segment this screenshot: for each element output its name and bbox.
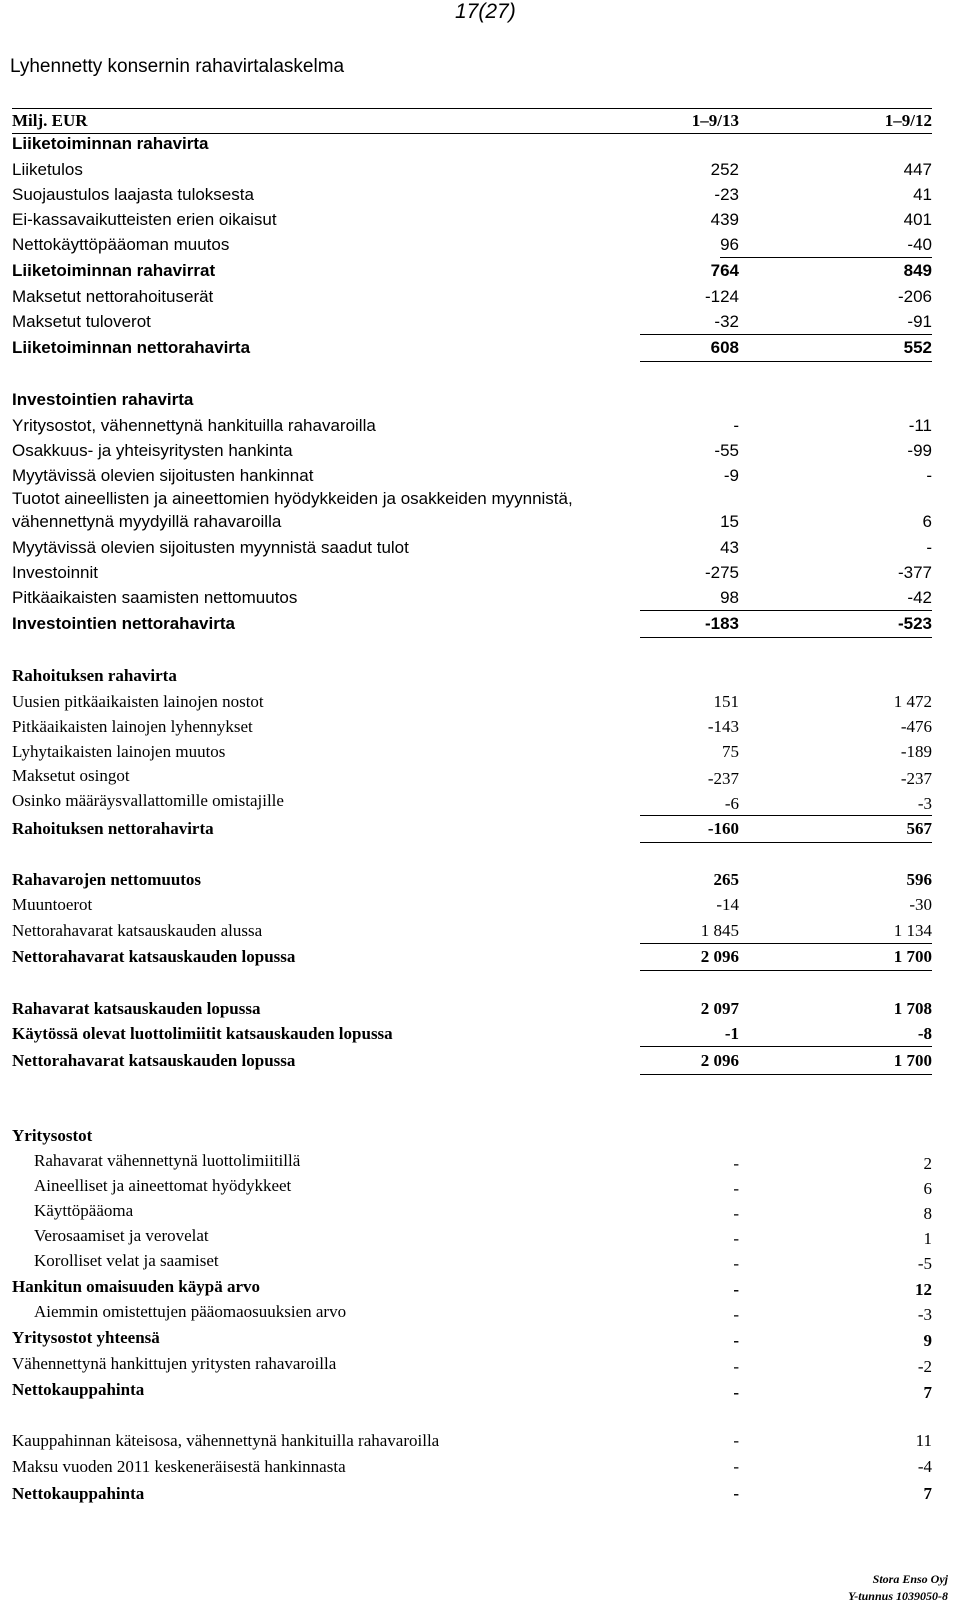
row-label: Myytävissä olevien sijoitusten hankinnat [12, 466, 314, 485]
table-row [12, 1022, 932, 1046]
table-row [12, 464, 932, 488]
value-1-9-12: -377 [897, 563, 932, 582]
value-1-9-12: - [926, 466, 932, 485]
row-label: Investointien rahavirta [12, 390, 194, 409]
value-1-9-13: - [733, 416, 739, 435]
value-1-9-13: -55 [714, 441, 739, 460]
value-1-9-13: -32 [714, 312, 739, 331]
table-row [12, 233, 932, 257]
row-label: Nettokauppahinta [12, 1380, 145, 1399]
value-1-9-12: -40 [907, 235, 932, 254]
table-row [12, 1224, 932, 1248]
row-label: Liiketoiminnan nettorahavirta [12, 338, 251, 357]
total-row [12, 612, 932, 636]
value-1-9-12: 1 134 [893, 921, 932, 940]
value-1-9-13: -275 [704, 563, 739, 582]
row-label: vähennettynä myydyillä rahavaroilla [12, 512, 282, 531]
underline [640, 334, 932, 335]
footer-business-id: Y-tunnus 1039050-8 [848, 1589, 948, 1603]
table-row [12, 740, 932, 764]
table-row [12, 1352, 932, 1376]
row-label: Korolliset velat ja saamiset [34, 1251, 219, 1270]
value-1-9-13: -6 [724, 794, 739, 813]
subtotal-row [12, 259, 932, 283]
row-label: Myytävissä olevien sijoitusten myynnistä saadut tulot [12, 538, 409, 557]
underline [640, 1074, 932, 1075]
value-1-9-12: 1 700 [893, 947, 932, 966]
value-1-9-13: 2 096 [700, 1051, 739, 1070]
value-1-9-12: 6 [923, 1179, 932, 1198]
value-1-9-12: -91 [907, 312, 932, 331]
row-label: Nettokäyttöpääoman muutos [12, 235, 230, 254]
value-1-9-13: - [733, 1280, 739, 1299]
value-1-9-13: 98 [720, 588, 739, 607]
value-1-9-12: 552 [903, 338, 932, 357]
page-number: 17(27) [455, 0, 516, 23]
value-1-9-13: 252 [710, 160, 739, 179]
value-1-9-13: 1 845 [700, 921, 739, 940]
value-1-9-13: - [733, 1383, 739, 1402]
value-1-9-12: 7 [923, 1484, 932, 1503]
value-1-9-12: 12 [915, 1280, 932, 1299]
table-row [12, 158, 932, 182]
row-label: Verosaamiset ja verovelat [34, 1226, 209, 1245]
table-row [12, 919, 932, 943]
value-1-9-13: - [733, 1154, 739, 1173]
value-1-9-13: - [733, 1305, 739, 1324]
value-1-9-12: 6 [922, 512, 932, 531]
value-1-9-12: 9 [923, 1331, 932, 1350]
total-row [12, 336, 932, 360]
row-label: Rahavarat katsauskauden lopussa [12, 999, 261, 1018]
row-label: Kauppahinnan käteisosa, vähennettynä hankituilla rahavaroilla [12, 1431, 440, 1450]
value-1-9-13: 265 [713, 870, 739, 889]
table-row [12, 1149, 932, 1173]
table-row [12, 439, 932, 463]
underline [640, 842, 932, 843]
value-1-9-12: 1 700 [893, 1051, 932, 1070]
value-1-9-13: - [733, 1254, 739, 1273]
row-label: Hankitun omaisuuden käypä arvo [12, 1277, 260, 1296]
value-1-9-12: -476 [900, 717, 932, 736]
column-header-1-9-13: 1–9/13 [691, 111, 739, 130]
value-1-9-12: 1 708 [893, 999, 932, 1018]
value-1-9-13: - [733, 1204, 739, 1223]
table-row [12, 510, 932, 534]
value-1-9-13: -143 [707, 717, 739, 736]
value-1-9-13: -23 [714, 185, 739, 204]
row-label: Suojaustulos laajasta tuloksesta [12, 185, 254, 204]
value-1-9-13: 2 097 [700, 999, 739, 1018]
table-row [12, 789, 932, 813]
row-label: Liiketulos [12, 160, 83, 179]
row-label: Rahoituksen rahavirta [12, 666, 177, 685]
value-1-9-13: - [733, 1179, 739, 1198]
total-row [12, 1049, 932, 1073]
value-1-9-13: 75 [722, 742, 739, 761]
value-1-9-13: - [733, 1431, 739, 1450]
value-1-9-13: - [733, 1484, 739, 1503]
section-heading-acquisitions [12, 1124, 932, 1148]
value-1-9-13: 43 [720, 538, 739, 557]
table-row [12, 536, 932, 560]
row-label: Yritysostot yhteensä [12, 1328, 160, 1347]
value-1-9-12: 11 [915, 1431, 932, 1450]
underline [640, 815, 932, 816]
table-row [12, 561, 932, 585]
value-1-9-13: - [733, 1357, 739, 1376]
table-row [12, 1249, 932, 1273]
table-row [12, 208, 932, 232]
subtotal-row [12, 1326, 932, 1350]
value-1-9-12: -30 [909, 895, 932, 914]
value-1-9-12: 2 [923, 1154, 932, 1173]
row-label: Maksetut tuloverot [12, 312, 151, 331]
row-label: Ei-kassavaikutteisten erien oikaisut [12, 210, 277, 229]
value-1-9-13: -160 [707, 819, 739, 838]
value-1-9-13: 608 [710, 338, 739, 357]
table-row [12, 1455, 932, 1479]
value-1-9-13: 15 [720, 512, 739, 531]
row-label: Uusien pitkäaikaisten lainojen nostot [12, 692, 264, 711]
column-header-row [12, 108, 932, 134]
total-row [12, 817, 932, 841]
underline [822, 257, 932, 258]
table-row [12, 1429, 932, 1453]
row-label: Lyhytaikaisten lainojen muutos [12, 742, 226, 761]
value-1-9-12: 596 [906, 870, 932, 889]
row-label: Liiketoiminnan rahavirrat [12, 261, 216, 280]
underline [640, 943, 932, 944]
value-1-9-12: -3 [917, 1305, 932, 1324]
table-row [12, 997, 932, 1021]
value-1-9-13: 151 [713, 692, 739, 711]
row-label: Käyttöpääoma [34, 1201, 134, 1220]
value-1-9-12: 567 [906, 819, 932, 838]
value-1-9-13: -183 [704, 614, 739, 633]
row-label: Yritysostot, vähennettynä hankituilla rahavaroilla [12, 416, 376, 435]
table-row [12, 414, 932, 438]
value-1-9-12: 849 [903, 261, 932, 280]
row-label: Pitkäaikaisten saamisten nettomuutos [12, 588, 298, 607]
total-row [12, 945, 932, 969]
underline [640, 1046, 932, 1047]
row-label: Käytössä olevat luottolimiitit katsauskauden lopussa [12, 1024, 393, 1043]
row-label: Muuntoerot [12, 895, 93, 914]
value-1-9-13: -237 [707, 769, 739, 788]
table-row [12, 764, 932, 788]
value-1-9-13: -14 [716, 895, 739, 914]
value-1-9-12: -8 [917, 1024, 932, 1043]
row-label: Investointien nettorahavirta [12, 614, 235, 633]
value-1-9-12: 447 [903, 160, 932, 179]
row-label: Maksetut osingot [12, 766, 130, 785]
value-1-9-12: -42 [907, 588, 932, 607]
value-1-9-12: 7 [923, 1383, 932, 1402]
row-label: Liiketoiminnan rahavirta [12, 134, 209, 153]
value-1-9-12: -2 [917, 1357, 932, 1376]
row-label: Nettorahavarat katsauskauden lopussa [12, 1051, 296, 1070]
value-1-9-12: -11 [908, 416, 932, 435]
underline [640, 637, 932, 638]
table-row [12, 893, 932, 917]
table-row [12, 715, 932, 739]
value-1-9-12: -237 [900, 769, 932, 788]
value-1-9-13: -124 [704, 287, 739, 306]
table-row [12, 285, 932, 309]
footer-company: Stora Enso Oyj [872, 1572, 948, 1586]
value-1-9-13: 2 096 [700, 947, 739, 966]
table-row [12, 487, 932, 511]
value-1-9-12: -206 [897, 287, 932, 306]
row-label: Rahoituksen nettorahavirta [12, 819, 214, 838]
row-label: Osakkuus- ja yhteisyritysten hankinta [12, 441, 293, 460]
value-1-9-13: - [733, 1229, 739, 1248]
table-row [12, 690, 932, 714]
table-row [12, 586, 932, 610]
row-label: Vähennettynä hankittujen yritysten rahavaroilla [12, 1354, 337, 1373]
value-1-9-12: 1 472 [893, 692, 932, 711]
row-label: Aiemmin omistettujen pääomaosuuksien arvo [34, 1302, 347, 1321]
value-1-9-12: -3 [917, 794, 932, 813]
value-1-9-13: -1 [724, 1024, 739, 1043]
underline [640, 361, 932, 362]
underline [640, 970, 932, 971]
column-header-1-9-12: 1–9/12 [884, 111, 932, 130]
value-1-9-12: -189 [900, 742, 932, 761]
value-1-9-12: - [926, 538, 932, 557]
row-label: Investoinnit [12, 563, 98, 582]
value-1-9-12: 401 [903, 210, 932, 229]
value-1-9-13: - [733, 1457, 739, 1476]
total-row [12, 1378, 932, 1402]
value-1-9-12: -5 [917, 1254, 932, 1273]
row-label: Pitkäaikaisten lainojen lyhennykset [12, 717, 253, 736]
row-label: Osinko määräysvallattomille omistajille [12, 791, 284, 810]
table-row [12, 310, 932, 334]
row-label: Nettorahavarat katsauskauden lopussa [12, 947, 296, 966]
row-label: Rahavarojen nettomuutos [12, 870, 202, 889]
section-heading-financing [12, 664, 932, 688]
section-heading-investing [12, 388, 932, 412]
value-1-9-12: -523 [897, 614, 932, 633]
value-1-9-13: - [733, 1331, 739, 1350]
value-1-9-12: -99 [907, 441, 932, 460]
table-row [12, 868, 932, 892]
value-1-9-13: 439 [710, 210, 739, 229]
value-1-9-12: 8 [923, 1204, 932, 1223]
table-row [12, 1300, 932, 1324]
value-1-9-13: 764 [710, 261, 739, 280]
value-1-9-12: -4 [917, 1457, 932, 1476]
row-label: Maksu vuoden 2011 keskeneräisestä hankinnasta [12, 1457, 346, 1476]
unit-label: Milj. EUR [12, 111, 88, 130]
section-heading-operating [12, 132, 932, 156]
row-label: Nettorahavarat katsauskauden alussa [12, 921, 263, 940]
row-label: Maksetut nettorahoituserät [12, 287, 214, 306]
subtotal-row [12, 1275, 932, 1299]
value-1-9-13: 96 [720, 235, 739, 254]
total-row [12, 1482, 932, 1506]
row-label: Rahavarat vähennettynä luottolimiitillä [34, 1151, 301, 1170]
row-label: Yritysostot [12, 1126, 93, 1145]
underline [640, 610, 932, 611]
table-row [12, 1199, 932, 1223]
value-1-9-13: -9 [723, 466, 739, 485]
value-1-9-12: 1 [923, 1229, 932, 1248]
table-row [12, 1174, 932, 1198]
row-label: Nettokauppahinta [12, 1484, 145, 1503]
row-label: Aineelliset ja aineettomat hyödykkeet [34, 1176, 292, 1195]
page-title: Lyhennetty konsernin rahavirtalaskelma [10, 56, 345, 77]
table-row [12, 183, 932, 207]
value-1-9-12: 41 [913, 185, 932, 204]
row-label: Tuotot aineellisten ja aineettomien hyödykkeiden ja osakkeiden myynnistä, [12, 489, 573, 508]
